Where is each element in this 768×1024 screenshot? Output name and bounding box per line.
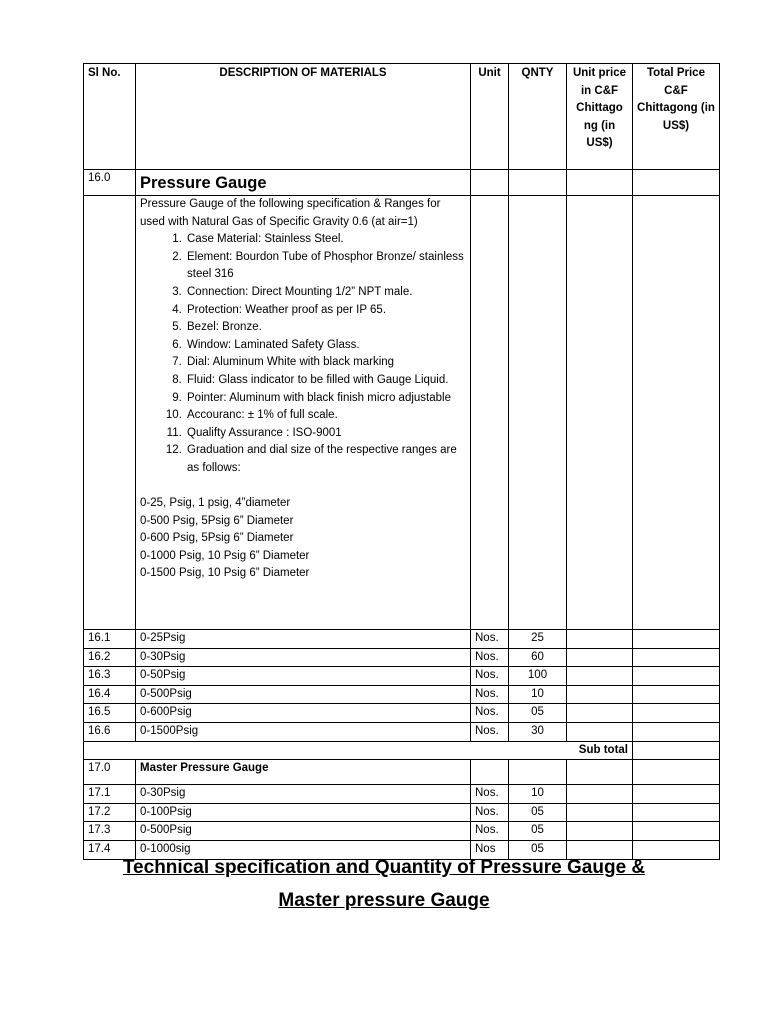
empty-cell xyxy=(509,196,567,630)
row-qty: 60 xyxy=(509,648,567,667)
row-sl: 16.3 xyxy=(84,667,136,686)
spec-item: 5. Bezel: Bronze. xyxy=(185,319,466,337)
row-total-price xyxy=(633,630,720,649)
spec-list xyxy=(140,231,466,477)
section-sl: 17.0 xyxy=(84,760,136,785)
section-row-pressure-gauge xyxy=(84,170,720,196)
section-title: Pressure Gauge xyxy=(140,174,267,192)
spec-item: 7. Dial: Aluminum White with black marking xyxy=(185,354,466,372)
row-unit-price xyxy=(567,704,633,723)
row-description: 0-30Psig xyxy=(136,785,471,804)
table-row xyxy=(84,630,720,649)
row-total-price xyxy=(633,722,720,741)
row-qty: 05 xyxy=(509,803,567,822)
row-qty: 10 xyxy=(509,785,567,804)
range-list xyxy=(140,495,466,583)
caption-line-2: Master pressure Gauge xyxy=(278,890,490,911)
spec-item: 12. Graduation and dial size of the respective ranges are as follows: xyxy=(185,442,466,477)
row-sl: 17.2 xyxy=(84,803,136,822)
row-unit-price xyxy=(567,667,633,686)
row-sl: 16.6 xyxy=(84,722,136,741)
row-sl: 17.3 xyxy=(84,822,136,841)
spec-item: 9. Pointer: Aluminum with black finish micro adjustable xyxy=(185,390,466,408)
row-description: 0-600Psig xyxy=(136,704,471,723)
row-sl: 17.1 xyxy=(84,785,136,804)
row-unit: Nos. xyxy=(471,785,509,804)
range-line: 0-25, Psig, 1 psig, 4”diameter xyxy=(140,497,291,510)
table-row xyxy=(84,785,720,804)
section-row-master-pressure-gauge xyxy=(84,760,720,785)
row-qty: 30 xyxy=(509,722,567,741)
row-unit-price xyxy=(567,630,633,649)
row-unit-price xyxy=(567,722,633,741)
row-unit: Nos. xyxy=(471,704,509,723)
row-qty: 05 xyxy=(509,704,567,723)
empty-cell xyxy=(567,196,633,630)
header-unit: Unit xyxy=(471,64,509,170)
caption-line-1: Technical specification and Quantity of Pressure Gauge & xyxy=(122,857,646,878)
empty-cell xyxy=(471,760,509,785)
row-description: 0-100Psig xyxy=(136,803,471,822)
row-qty: 25 xyxy=(509,630,567,649)
row-total-price xyxy=(633,704,720,723)
row-total-price xyxy=(633,667,720,686)
range-line: 0-600 Psig, 5Psig 6” Diameter xyxy=(140,532,294,545)
empty-cell xyxy=(633,760,720,785)
row-unit: Nos. xyxy=(471,685,509,704)
table-row xyxy=(84,648,720,667)
row-description: 0-1500Psig xyxy=(136,722,471,741)
row-description: 0-50Psig xyxy=(136,667,471,686)
row-total-price xyxy=(633,785,720,804)
materials-table-container xyxy=(83,63,719,860)
empty-cell xyxy=(633,170,720,196)
empty-cell xyxy=(509,170,567,196)
spec-item: 1. Case Material: Stainless Steel. xyxy=(185,231,466,249)
header-sl-no: Sl No. xyxy=(84,64,136,170)
spec-item: 6. Window: Laminated Safety Glass. xyxy=(185,337,466,355)
row-unit-price xyxy=(567,648,633,667)
subtotal-value xyxy=(633,741,720,760)
row-description: 0-500Psig xyxy=(136,685,471,704)
row-description: 0-500Psig xyxy=(136,822,471,841)
row-unit: Nos xyxy=(471,840,509,859)
header-total-price: Total Price C&F Chittagong (in US$) xyxy=(633,64,720,170)
row-unit: Nos. xyxy=(471,630,509,649)
header-description: DESCRIPTION OF MATERIALS xyxy=(136,64,471,170)
empty-cell xyxy=(567,170,633,196)
row-unit: Nos. xyxy=(471,722,509,741)
master-gauge-rows xyxy=(84,785,720,859)
spec-item: 2. Element: Bourdon Tube of Phosphor Bronze/ stainless steel 316 xyxy=(185,249,466,284)
table-row xyxy=(84,667,720,686)
spec-item: 10. Accouranc: ± 1% of full scale. xyxy=(185,407,466,425)
empty-cell xyxy=(84,196,136,630)
row-unit-price xyxy=(567,822,633,841)
row-unit: Nos. xyxy=(471,648,509,667)
range-line: 0-1500 Psig, 10 Psig 6” Diameter xyxy=(140,567,310,580)
range-line: 0-1000 Psig, 10 Psig 6” Diameter xyxy=(140,549,310,562)
row-description: 0-1000sig xyxy=(136,840,471,859)
row-qty: 10 xyxy=(509,685,567,704)
row-sl: 17.4 xyxy=(84,840,136,859)
row-unit-price xyxy=(567,785,633,804)
spec-item: 8. Fluid: Glass indicator to be filled with Gauge Liquid. xyxy=(185,372,466,390)
row-total-price xyxy=(633,803,720,822)
row-unit: Nos. xyxy=(471,822,509,841)
row-total-price xyxy=(633,685,720,704)
row-unit: Nos. xyxy=(471,803,509,822)
row-unit-price xyxy=(567,803,633,822)
row-total-price xyxy=(633,648,720,667)
spec-intro: Pressure Gauge of the following specification & Ranges for used with Natural Gas of Specific Gravity 0.6 (at air=1) xyxy=(140,198,441,228)
row-sl: 16.5 xyxy=(84,704,136,723)
row-description: 0-30Psig xyxy=(136,648,471,667)
empty-cell xyxy=(471,196,509,630)
empty-cell xyxy=(509,760,567,785)
specification-row xyxy=(84,196,720,630)
row-description: 0-25Psig xyxy=(136,630,471,649)
row-qty: 05 xyxy=(509,840,567,859)
spec-item: 3. Connection: Direct Mounting 1/2” NPT male. xyxy=(185,284,466,302)
row-unit: Nos. xyxy=(471,667,509,686)
spec-item: 4. Protection: Weather proof as per IP 65. xyxy=(185,302,466,320)
row-sl: 16.4 xyxy=(84,685,136,704)
table-row xyxy=(84,803,720,822)
empty-cell xyxy=(567,760,633,785)
document-caption xyxy=(0,851,768,917)
pressure-gauge-rows xyxy=(84,630,720,742)
row-qty: 05 xyxy=(509,822,567,841)
empty-cell xyxy=(633,196,720,630)
header-unit-price: Unit price in C&F Chittago ng (in US$) xyxy=(567,64,633,170)
section-title: Master Pressure Gauge xyxy=(136,760,471,785)
row-total-price xyxy=(633,822,720,841)
row-sl: 16.2 xyxy=(84,648,136,667)
range-line: 0-500 Psig, 5Psig 6” Diameter xyxy=(140,514,294,527)
table-row xyxy=(84,685,720,704)
row-qty: 100 xyxy=(509,667,567,686)
subtotal-label: Sub total xyxy=(84,741,633,760)
spec-item: 11. Qualifty Assurance : ISO-9001 xyxy=(185,425,466,443)
table-row xyxy=(84,722,720,741)
row-unit-price xyxy=(567,685,633,704)
materials-table xyxy=(83,63,720,860)
subtotal-row xyxy=(84,741,720,760)
specification-cell xyxy=(136,196,471,630)
row-sl: 16.1 xyxy=(84,630,136,649)
header-qnty: QNTY xyxy=(509,64,567,170)
section-title-cell xyxy=(136,170,471,196)
empty-cell xyxy=(471,170,509,196)
table-header-row xyxy=(84,64,720,170)
table-row xyxy=(84,822,720,841)
section-sl: 16.0 xyxy=(84,170,136,196)
table-row xyxy=(84,704,720,723)
